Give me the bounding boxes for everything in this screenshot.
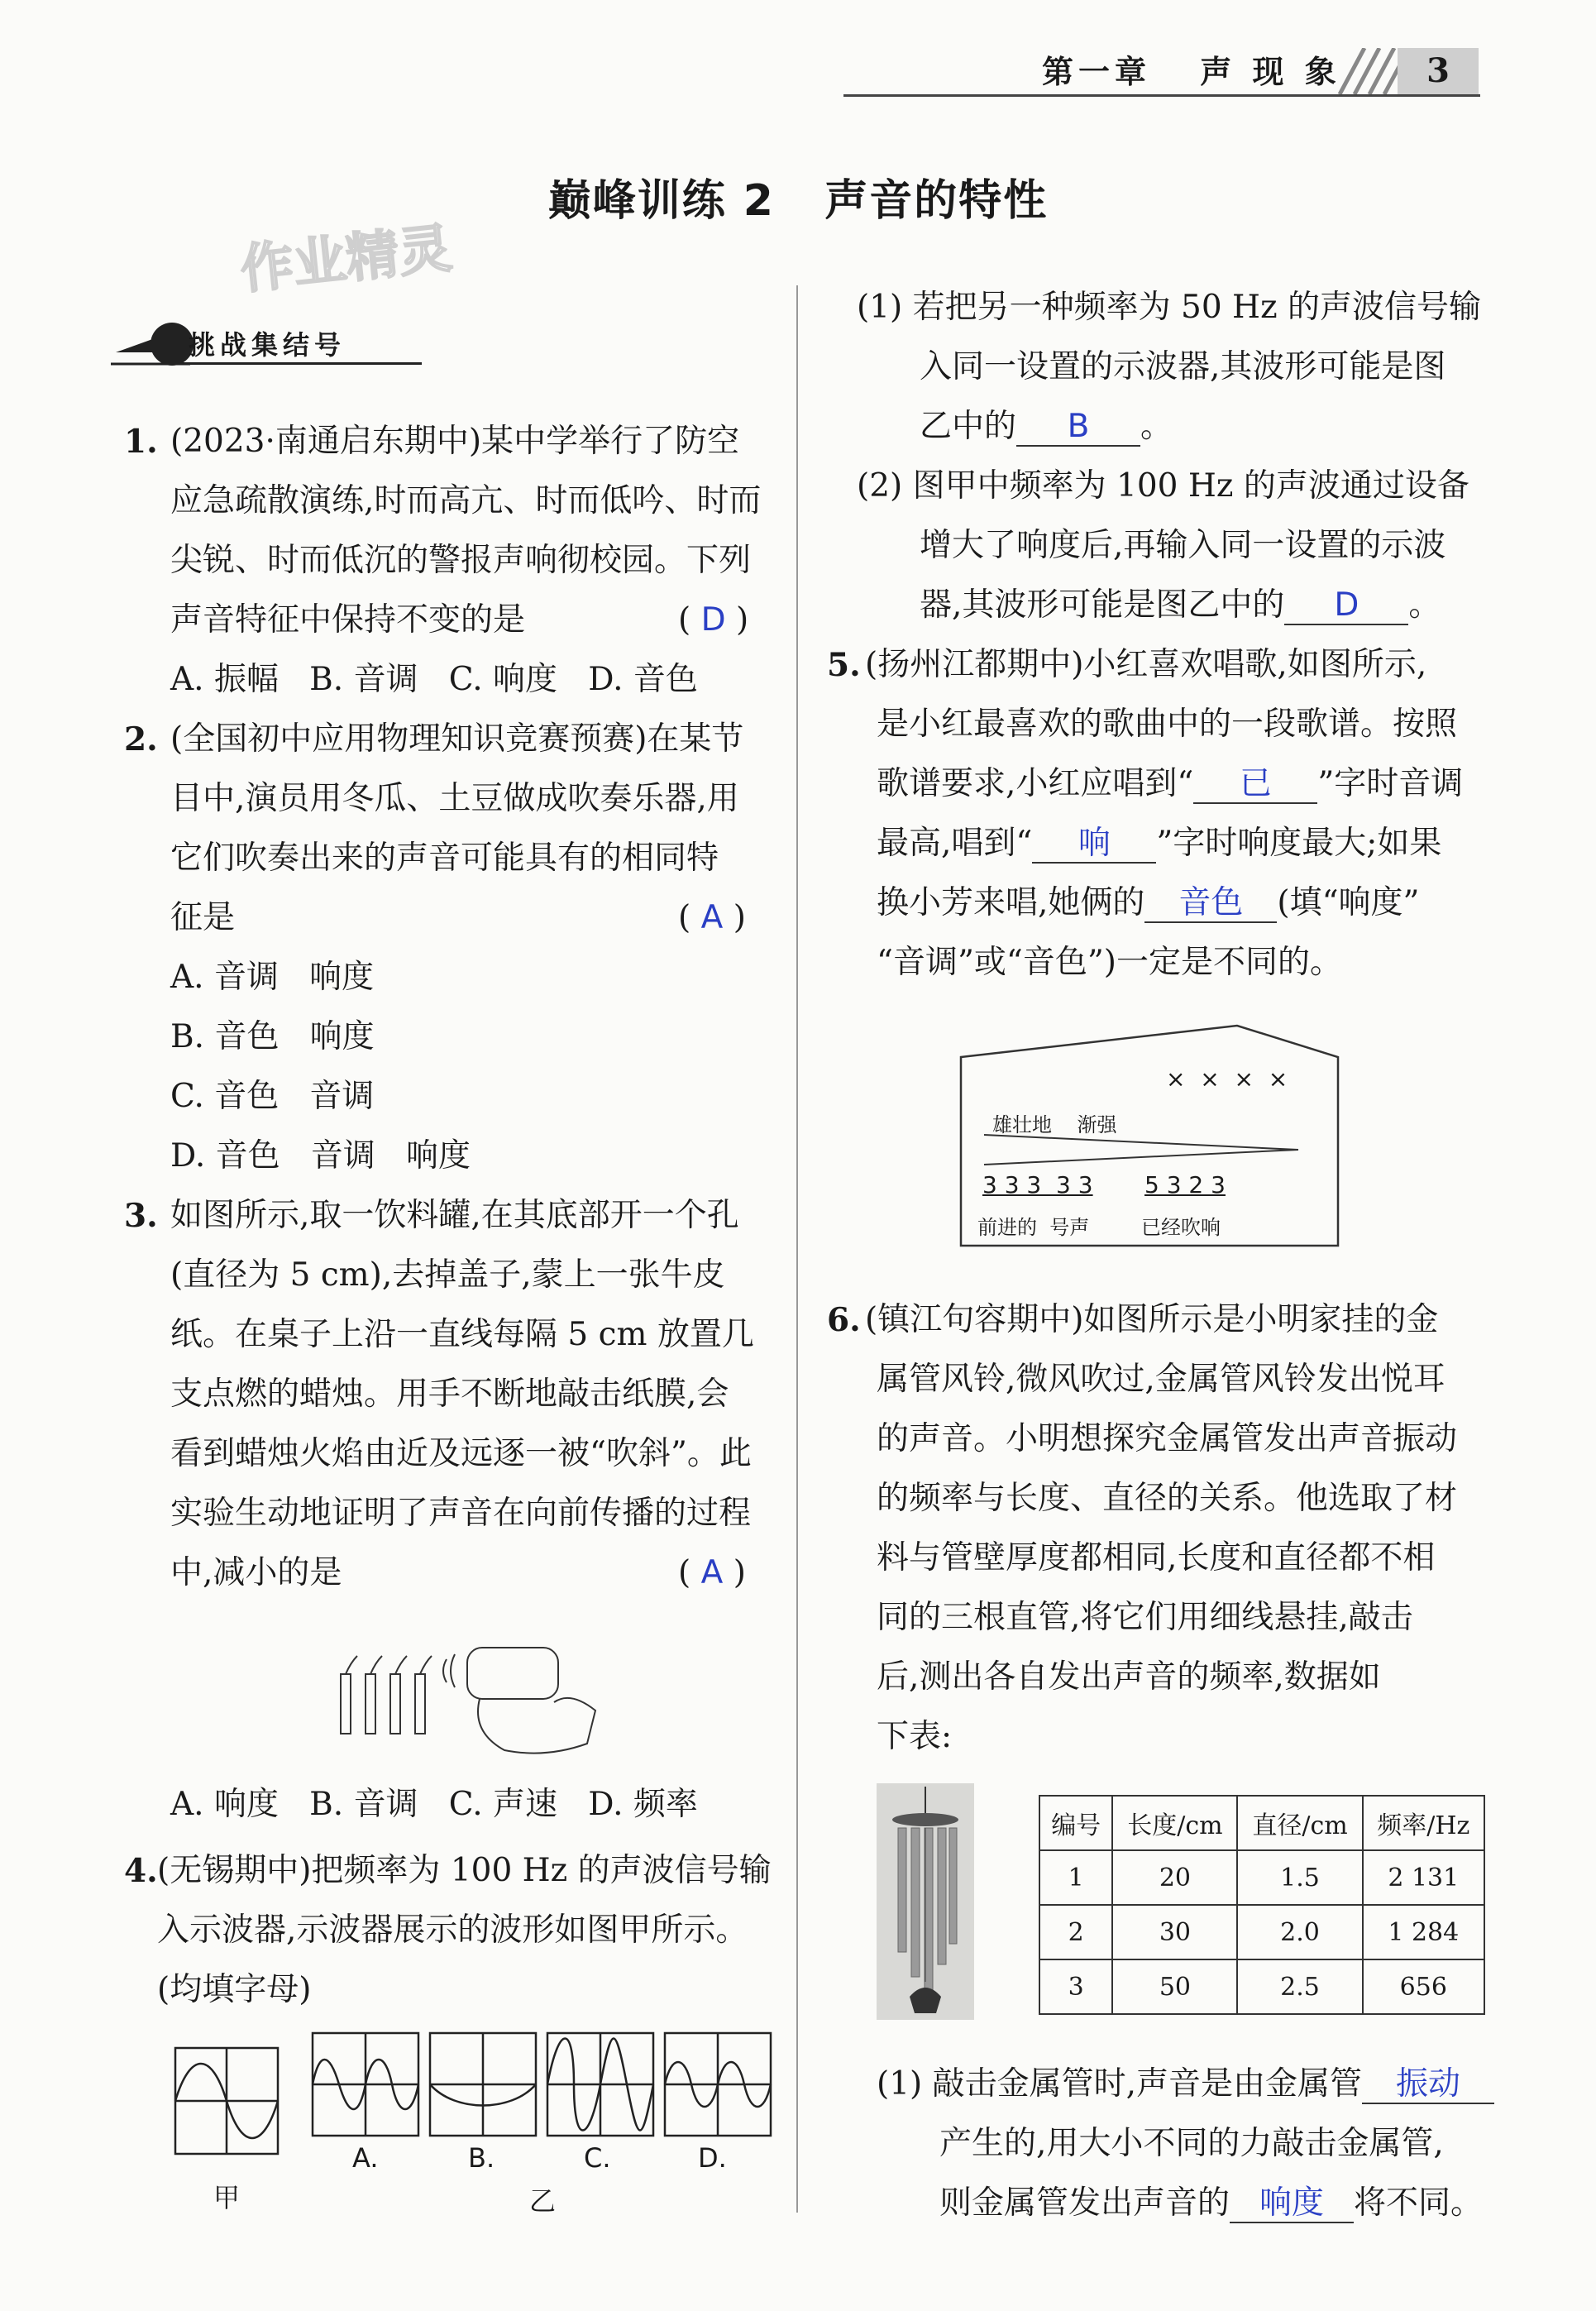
- q1-options: A. 振幅 B. 音调 C. 响度 D. 音色: [170, 661, 698, 698]
- q6-sub1-answer-2: 响度: [1259, 2184, 1325, 2222]
- table-row: [1039, 1850, 1484, 1905]
- frequency-table: [1039, 1795, 1485, 2015]
- q4-sub1-end: 。: [1140, 408, 1173, 445]
- q2-line-0: (全国初中应用物理知识竞赛预赛)在某节: [170, 720, 744, 758]
- q1-line-0: (2023·南通启东期中)某中学举行了防空: [170, 423, 740, 460]
- section-badge: [108, 313, 422, 371]
- label-jia: 甲: [213, 2182, 241, 2213]
- wind-chime-icon: [877, 1783, 974, 2020]
- q6-sub1-answer: 振动: [1396, 2065, 1461, 2103]
- score-lyric-1: 前进的 号声: [977, 1216, 1090, 1239]
- chapter-title: 声 现 象: [1200, 54, 1341, 90]
- q6-sub1-text: (1) 敲击金属管时,声音是由金属管: [877, 2065, 1363, 2103]
- q3-line-1: (直径为 5 cm),去掉盖子,蒙上一张牛皮: [170, 1256, 725, 1294]
- q5-line-4: [877, 814, 1441, 873]
- cell: 3: [1039, 1959, 1112, 2014]
- q4-sub1-line-0: (1) 若把另一种频率为 50 Hz 的声波信号输: [857, 289, 1482, 326]
- q5-line-2: 是小红最喜欢的歌曲中的一段歌谱。按照: [877, 706, 1458, 743]
- q4-number: 4.: [124, 1852, 158, 1890]
- q6-line-0: (镇江句容期中)如图所示是小明家挂的金: [865, 1301, 1439, 1338]
- score-tempo: 雄壮地 渐强: [992, 1113, 1117, 1136]
- q4-sub2-line-0: (2) 图甲中频率为 100 Hz 的声波通过设备: [857, 467, 1469, 505]
- q4-sub2-answer: D: [1334, 586, 1359, 624]
- header-rule: [843, 94, 1480, 97]
- score-notes-1: 3 3 3 3 3: [982, 1171, 1093, 1199]
- q2-line-1: 目中,演员用冬瓜、土豆做成吹奏乐器,用: [170, 780, 739, 817]
- q1-line-3: 声音特征中保持不变的是: [170, 601, 526, 639]
- q3-line-2: 纸。在桌子上沿一直线每隔 5 cm 放置几: [170, 1316, 754, 1353]
- label-yi: 乙: [529, 2185, 557, 2217]
- cell: 2.0: [1237, 1905, 1362, 1959]
- q6-line-4: 料与管壁厚度都相同,长度和直径都不相: [877, 1539, 1436, 1577]
- q3-number: 3.: [124, 1197, 158, 1235]
- badge-underline: [182, 362, 422, 365]
- q6-line-6: 后,测出各自发出声音的频率,数据如: [877, 1658, 1381, 1696]
- q5-line4-b: ”字时响度最大;如果: [1156, 825, 1442, 862]
- q6-line-7: 下表:: [877, 1718, 953, 1755]
- cell: 1: [1039, 1850, 1112, 1905]
- badge-label: 挑战集结号: [189, 329, 346, 361]
- q4-line-2: (均填字母): [157, 1971, 312, 2008]
- q6-line-1: 属管风铃,微风吹过,金属管风铃发出悦耳: [877, 1361, 1445, 1398]
- q1-line-1: 应急疏散演练,时而高亢、时而低吟、时而: [170, 482, 762, 519]
- q4-sub1-line-1: 入同一设置的示波器,其波形可能是图: [920, 348, 1446, 385]
- q2-option-d: D. 音色 音调 响度: [170, 1137, 471, 1175]
- q5-line-1: (扬州江都期中)小红喜欢唱歌,如图所示,: [865, 646, 1427, 683]
- header-chapter: [1042, 46, 1341, 92]
- q5-answer-1: 已: [1239, 765, 1272, 802]
- q4-sub1-text: 乙中的: [920, 408, 1017, 445]
- th-id: 编号: [1039, 1796, 1112, 1850]
- q2-option-b: B. 音色 响度: [170, 1018, 375, 1055]
- q6-sub1-line-2: 产生的,用大小不同的力敲击金属管,: [939, 2125, 1444, 2162]
- cell: 20: [1112, 1850, 1237, 1905]
- th-length: 长度/cm: [1112, 1796, 1237, 1850]
- th-diameter: 直径/cm: [1237, 1796, 1362, 1850]
- q1-answer-bracket: ( D ): [678, 601, 749, 639]
- q2-option-c: C. 音色 音调: [170, 1078, 375, 1115]
- q6-line-3: 的频率与长度、直径的关系。他选取了材: [877, 1480, 1458, 1517]
- q5-line3-b: ”字时音调: [1317, 765, 1464, 802]
- chapter-label: 第一章: [1042, 54, 1152, 90]
- q3-options: A. 响度 B. 音调 C. 声速 D. 频率: [170, 1786, 698, 1823]
- page-number: 3: [1426, 51, 1450, 90]
- q3-line-6: 中,减小的是: [170, 1554, 342, 1591]
- cell: 2 131: [1363, 1850, 1484, 1905]
- cell: 656: [1363, 1959, 1484, 2014]
- q4-sub2-line-2: [920, 576, 1441, 635]
- q6-line-5: 同的三根直管,将它们用细线悬挂,敲击: [877, 1599, 1413, 1636]
- q6-sub1-line3-a: 则金属管发出声音的: [939, 2184, 1230, 2222]
- q5-line-5: [877, 873, 1420, 933]
- q3-line-4: 看到蜡烛火焰由近及远逐一被“吹斜”。此: [170, 1435, 752, 1472]
- q4-line-1: 入示波器,示波器展示的波形如图甲所示。: [157, 1911, 748, 1949]
- column-divider: [796, 285, 798, 2213]
- q5-line3-a: 歌谱要求,小红应唱到“: [877, 765, 1194, 802]
- table-header-row: [1039, 1796, 1484, 1850]
- th-frequency: 频率/Hz: [1363, 1796, 1484, 1850]
- page-title: 巅峰训练 2 声音的特性: [547, 176, 1049, 226]
- q5-line4-a: 最高,唱到“: [877, 825, 1033, 862]
- page-number-box: [1398, 48, 1479, 94]
- q6-sub1-line-3: [939, 2174, 1483, 2233]
- q4-line-0: (无锡期中)把频率为 100 Hz 的声波信号输: [157, 1852, 772, 1889]
- watermark: 作业精灵: [237, 218, 455, 302]
- cell: 2: [1039, 1905, 1112, 1959]
- candle-can-figure: [331, 1624, 612, 1757]
- q3-line-3: 支点燃的蜡烛。用手不断地敲击纸膜,会: [170, 1376, 729, 1413]
- table-row: [1039, 1905, 1484, 1959]
- cell: 50: [1112, 1959, 1237, 2014]
- q5-line5-a: 换小芳来唱,她俩的: [877, 884, 1145, 921]
- cell: 1.5: [1237, 1850, 1362, 1905]
- q5-number: 5.: [827, 646, 861, 684]
- q5-line5-b: (填“响度”: [1277, 884, 1420, 921]
- label-d: D.: [698, 2142, 727, 2174]
- q4-sub2-end: 。: [1408, 586, 1441, 624]
- q2-number: 2.: [124, 720, 158, 758]
- q3-answer: A: [700, 1554, 724, 1591]
- wind-chime-photo: [877, 1783, 974, 2020]
- q4-sub1-line-2: [920, 397, 1173, 457]
- q5-line-6: “音调”或“音色”)一定是不同的。: [877, 944, 1342, 981]
- q6-sub1-line-1: [877, 2055, 1494, 2114]
- q2-answer: A: [700, 899, 724, 936]
- q6-sub1-line3-b: 将不同。: [1354, 2184, 1484, 2222]
- q6-line-2: 的声音。小明想探究金属管发出声音振动: [877, 1420, 1458, 1457]
- q5-answer-3: 音色: [1178, 884, 1244, 921]
- music-score: [959, 1024, 1340, 1247]
- cell: 1 284: [1363, 1905, 1484, 1959]
- q2-line-2: 它们吹奏出来的声音可能具有的相同特: [170, 840, 719, 877]
- label-a: A.: [352, 2142, 379, 2174]
- q1-line-2: 尖锐、时而低沉的警报声响彻校园。下列: [170, 542, 752, 579]
- q3-line-5: 实验生动地证明了声音在向前传播的过程: [170, 1495, 752, 1532]
- cell: 2.5: [1237, 1959, 1362, 2014]
- cell: 30: [1112, 1905, 1237, 1959]
- q2-line-3: 征是: [170, 899, 236, 936]
- label-c: C.: [584, 2142, 611, 2174]
- score-notes-2: 5 3 2 3: [1144, 1171, 1226, 1199]
- q5-line-3: [877, 754, 1463, 814]
- q6-number: 6.: [827, 1301, 861, 1339]
- q4-sub1-answer: B: [1067, 408, 1090, 445]
- label-b: B.: [468, 2142, 495, 2174]
- q2-answer-bracket: ( A ): [678, 899, 746, 936]
- q3-line-0: 如图所示,取一饮料罐,在其底部开一个孔: [170, 1197, 739, 1234]
- score-marks: × × × ×: [1166, 1065, 1288, 1093]
- q5-answer-2: 响: [1078, 825, 1111, 862]
- q1-answer: D: [700, 601, 726, 639]
- q4-sub2-text: 器,其波形可能是图乙中的: [920, 586, 1285, 624]
- q4-sub2-line-1: 增大了响度后,再输入同一设置的示波: [920, 527, 1446, 564]
- score-lyric-2: 已经吹响: [1141, 1216, 1221, 1239]
- table-row: [1039, 1959, 1484, 2014]
- q2-option-a: A. 音调 响度: [170, 959, 375, 996]
- q1-number: 1.: [124, 423, 158, 461]
- q3-answer-bracket: ( A ): [678, 1554, 746, 1591]
